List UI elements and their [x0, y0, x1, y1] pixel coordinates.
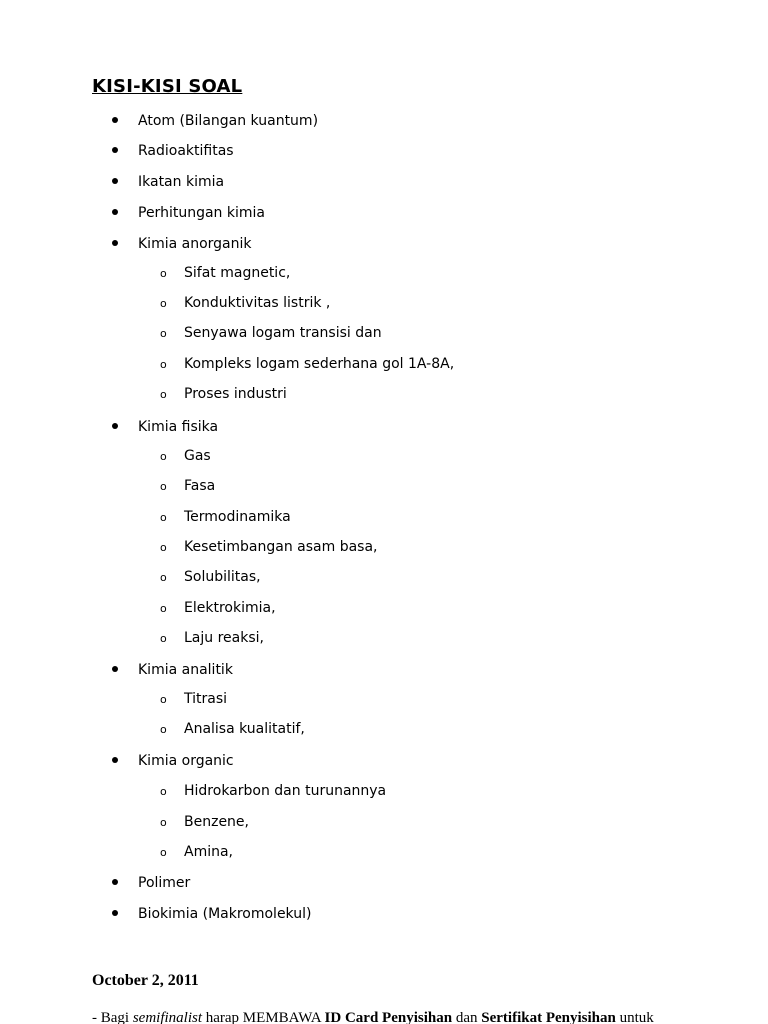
- list-item: Biokimia (Makromolekul): [138, 906, 312, 922]
- note-suffix: untuk: [615, 1010, 654, 1024]
- sub-list-item: Titrasi: [184, 691, 228, 707]
- sub-bullet-circle: o: [160, 785, 167, 798]
- note-prefix: - Bagi: [92, 1010, 133, 1024]
- list-item: Perhitungan kimia: [138, 205, 265, 221]
- sub-list-item: Konduktivitas listrik ,: [184, 295, 331, 311]
- list-item: Kimia anorganik: [138, 236, 252, 252]
- sub-bullet-circle: o: [160, 511, 167, 524]
- note-italic: semifinalist: [132, 1010, 202, 1024]
- sub-list-item: Kesetimbangan asam basa,: [184, 539, 378, 555]
- sub-bullet-circle: o: [160, 571, 167, 584]
- bullet-dot: [112, 173, 118, 191]
- sub-list-item: Sifat magnetic,: [184, 265, 291, 281]
- bullet-dot: [112, 142, 118, 160]
- bullet-dot: [112, 661, 118, 679]
- bullet-dot: [112, 905, 118, 923]
- sub-list-item: Solubilitas,: [184, 569, 261, 585]
- list-item: Kimia organic: [138, 753, 234, 769]
- sub-list-item: Benzene,: [184, 814, 249, 830]
- bullet-dot: [112, 204, 118, 222]
- sub-list-item: Amina,: [184, 844, 234, 860]
- sub-bullet-circle: o: [160, 632, 167, 645]
- sub-list-item: Elektrokimia,: [184, 600, 276, 616]
- sub-bullet-circle: o: [160, 693, 167, 706]
- bullet-dot: [112, 874, 118, 892]
- list-item: Polimer: [138, 875, 191, 891]
- sub-bullet-circle: o: [160, 267, 167, 280]
- sub-bullet-circle: o: [160, 602, 167, 615]
- bullet-dot: [112, 752, 118, 770]
- sub-list-item: Laju reaksi,: [184, 630, 264, 646]
- sub-bullet-circle: o: [160, 816, 167, 829]
- sub-bullet-circle: o: [160, 358, 167, 371]
- sub-list-item: Analisa kualitatif,: [184, 721, 305, 737]
- note-bold-1: ID Card Penyisihan: [324, 1010, 453, 1024]
- note-paragraph: [92, 1008, 654, 1024]
- bullet-dot: [112, 235, 118, 253]
- sub-bullet-circle: o: [160, 388, 167, 401]
- sub-bullet-circle: o: [160, 846, 167, 859]
- list-item: Kimia fisika: [138, 419, 219, 435]
- list-item: Radioaktifitas: [138, 143, 234, 159]
- list-item: Ikatan kimia: [138, 174, 225, 190]
- list-item: Atom (Bilangan kuantum): [138, 113, 319, 129]
- sub-bullet-circle: o: [160, 297, 167, 310]
- sub-list-item: Hidrokarbon dan turunannya: [184, 783, 387, 799]
- sub-list-item: Gas: [184, 448, 211, 464]
- sub-list-item: Proses industri: [184, 386, 287, 402]
- sub-bullet-circle: o: [160, 723, 167, 736]
- date-heading: October 2, 2011: [92, 972, 199, 989]
- sub-bullet-circle: o: [160, 541, 167, 554]
- note-bold-2: Sertifikat Penyisihan: [481, 1010, 616, 1024]
- bullet-dot: [112, 418, 118, 436]
- page-title: KISI-KISI SOAL: [92, 76, 243, 97]
- note-mid-2: dan: [452, 1010, 482, 1024]
- sub-list-item: Fasa: [184, 478, 216, 494]
- sub-bullet-circle: o: [160, 480, 167, 493]
- sub-bullet-circle: o: [160, 450, 167, 463]
- bullet-dot: [112, 112, 118, 130]
- list-item: Kimia analitik: [138, 662, 233, 678]
- sub-list-item: Kompleks logam sederhana gol 1A-8A,: [184, 356, 455, 372]
- sub-bullet-circle: o: [160, 327, 167, 340]
- sub-list-item: Termodinamika: [184, 509, 291, 525]
- sub-list-item: Senyawa logam transisi dan: [184, 325, 382, 341]
- note-mid-1: harap MEMBAWA: [202, 1010, 325, 1024]
